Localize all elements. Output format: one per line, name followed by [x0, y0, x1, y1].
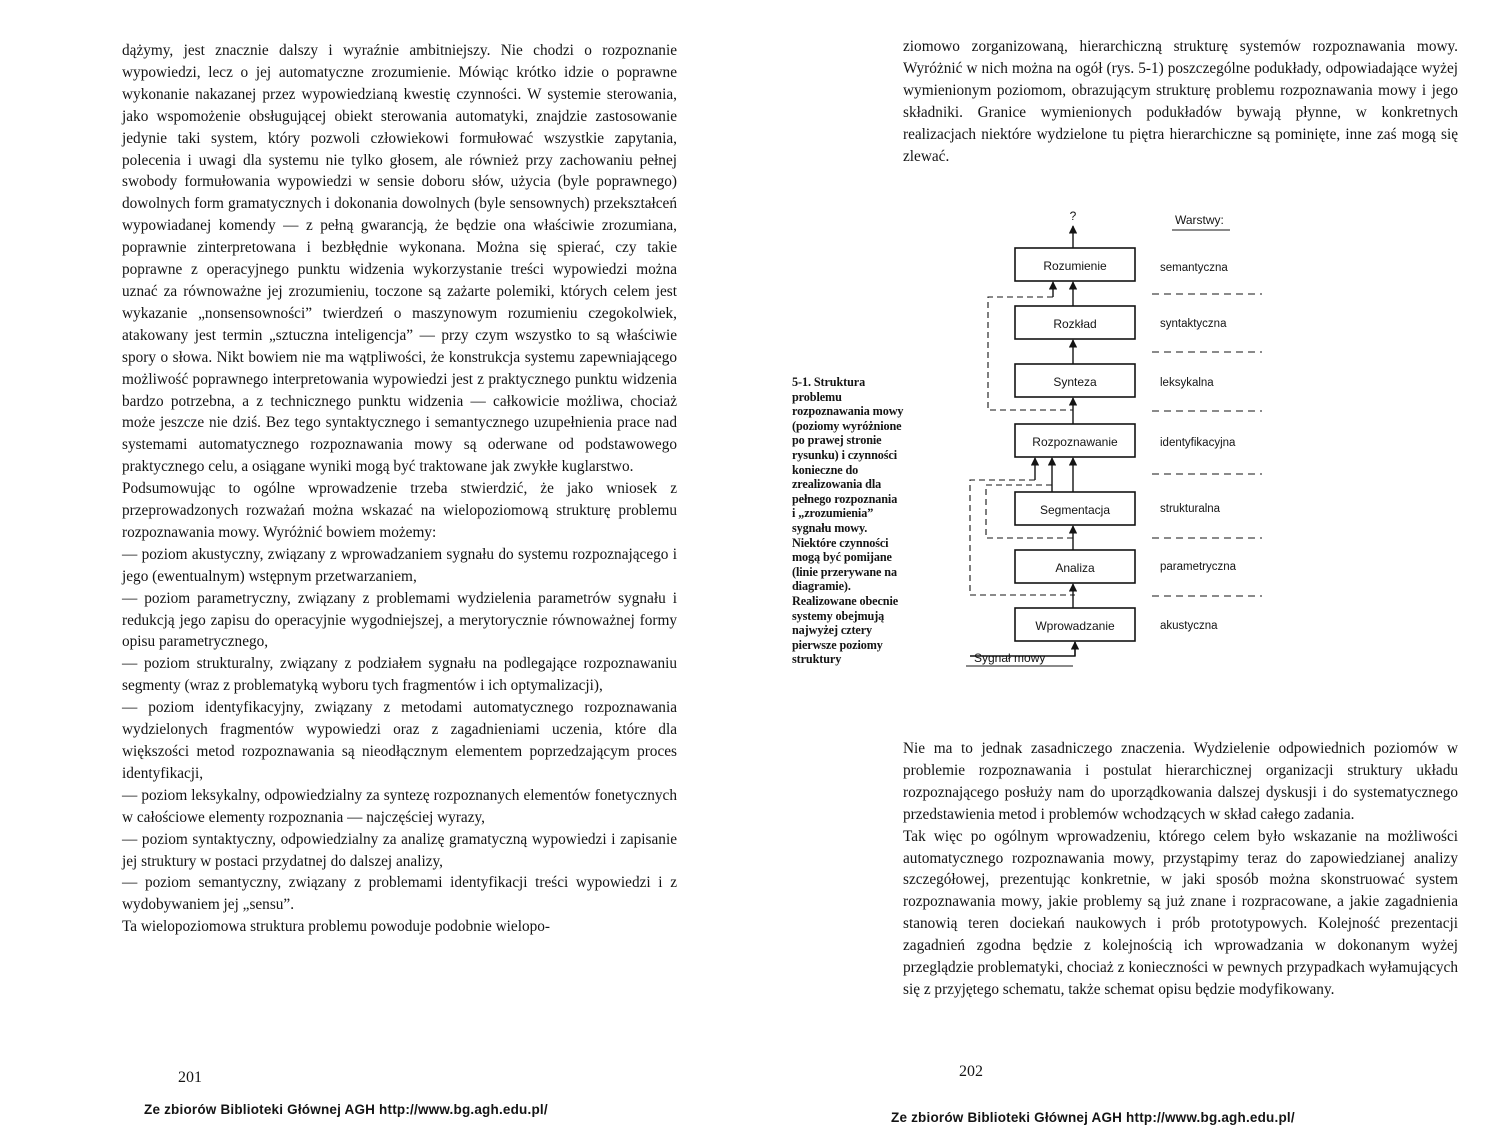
caption-line: najwyżej cztery [792, 623, 873, 638]
box-label: Rozkład [1053, 317, 1097, 331]
flow-arrows [970, 282, 1075, 656]
box-label: Segmentacja [1039, 503, 1111, 517]
paragraph: Podsumowując to ogólne wprowadzenie trzeba stwierdzić, że jako wniosek z przeprowadzonych rozważań można wskazać na wielopoziomową strukturę problemu rozpoznawania mowy. Wyróżnić bowiem możemy: [122, 480, 677, 541]
level-box-analiza [1015, 550, 1135, 583]
library-footer: Ze zbiorów Biblioteki Głównej AGH http://www.bg.agh.edu.pl/ [891, 1110, 1295, 1125]
left-page-body [122, 40, 677, 938]
box-label: Rozumienie [1043, 259, 1107, 273]
caption-line: Niektóre czynności [792, 535, 889, 550]
paragraph: dążymy, jest znacznie dalszy i wyraźnie ambitniejszy. Nie chodzi o rozpoznanie wypowiedzi, lecz o jej automatyczne zrozumienie. Mówiąc krótko idzie o poprawne wykonanie nakazanej przez wypowiedzianą kwestię czynności. W systemie sterowania, jako wspomożenie obsługującej obiekt sterowania automatyki, znajdzie zastosowanie jedynie taki system, który pozwoli człowiekowi formułować wszystkie zapytania, polecenia i uwagi dla systemu nie tylko głosem, ale również przy zachowaniu pełnej swobody formułowania wypowiedzi w sensie doboru słów, użycia (byle poprawnego) dowolnych form gramatycznych i dokonania dowolnych (byle sensownych) przekształceń wypowiadanej komendy — z pełną gwarancją, że będzie ona właściwie zrozumiana, poprawnie zinterpretowana i bezbłędnie wykonana. Można się spierać, czy takie poprawne z operacyjnego punktu widzenia wykorzystanie treści wypowiedzi można uznać za równoważne jej zrozumieniu, toczone są zażarte polemiki, których celem jest wykazanie „nonsensowności” twierdzeń o maszynowym rozumieniu czegokolwiek, atakowany jest termin „sztuczna inteligencja” — przy czym wszystko to są właściwie spory o słowa. Nikt bowiem nie ma wątpliwości, że konstrukcja systemu zapewniającego możliwość poprawnego interpretowania wypowiedzi jest z praktycznego punktu widzenia bardzo potrzebna, a z technicznego punktu widzenia — całkowicie możliwa, chociaż może jeszcze nie dziś. Bez tego syntaktycznego i semantycznego uzupełnienia prace nad systemami automatycznego rozpoznawania mowy są oderwane od podstawowego praktycznego celu, a osiągane wyniki mogą być traktowane jak zwykłe kuglarstwo. [122, 42, 677, 476]
caption-line: rysunku) i czynności [792, 447, 897, 462]
page-number: 201 [178, 1069, 202, 1086]
caption-line: Realizowane obecnie [792, 593, 899, 608]
list-item: — poziom identyfikacyjny, związany z metodami automatycznego rozpoznawania wydzielonych fragmentów wypowiedzi oraz z zagadnieniami uczenia, które dla większości metod rozpoznawania są nieodłącznym elementem poprzedzającym proces identyfikacji, [122, 699, 677, 782]
level-box-rozklad [1015, 306, 1135, 339]
list-item: — poziom strukturalny, związany z podziałem sygnału na podlegające rozpoznawaniu segmenty (wraz z problematyką wyboru tych fragmentów i ich optymalizacji), [122, 655, 677, 695]
input-signal-label: Sygnał mowy [974, 651, 1046, 665]
level-box-segmentacja [1015, 492, 1135, 525]
caption-line: mogą być pomijane [792, 550, 892, 565]
paragraph: Ta wielopoziomowa struktura problemu powoduje podobnie wielopo- [122, 918, 550, 936]
caption-line: sygnału mowy. [792, 520, 868, 535]
level-box-wprowadzanie [1015, 608, 1135, 641]
page-number: 202 [959, 1063, 983, 1080]
box-label: Rozpoznawanie [1032, 435, 1118, 449]
layer-label: identyfikacyjna [1160, 437, 1236, 449]
list-item: — poziom parametryczny, związany z problemami wydzielenia parametrów sygnału i redukcją jego zapisu do operacyjnie wygodniejszej, a merytorycznie równoważnej formy opisu parametrycznego, [122, 589, 677, 651]
right-page-body-bottom [903, 738, 1458, 1001]
box-label: Analiza [1055, 561, 1095, 575]
list-item: — poziom syntaktyczny, odpowiedzialny za analizę gramatyczną wypowiedzi i zapisanie jej struktury w postaci przydatnej do dalszej analizy, [122, 830, 677, 870]
box-label: Synteza [1053, 375, 1097, 389]
library-footer: Ze zbiorów Biblioteki Głównej AGH http://www.bg.agh.edu.pl/ [144, 1102, 548, 1117]
layer-label: parametryczna [1160, 561, 1237, 573]
box-label: Wprowadzanie [1035, 619, 1115, 633]
list-item: — poziom leksykalny, odpowiedzialny za syntezę rozpoznanych elementów fonetycznych w całościowe elementy rozpoznania — najczęściej wyrazy, [122, 786, 677, 826]
caption-line: pierwsze poziomy [792, 637, 883, 652]
layer-label: syntaktyczna [1160, 318, 1227, 330]
right-page-body-top [903, 36, 1458, 167]
layer-label: akustyczna [1160, 620, 1218, 632]
level-box-rozumienie [1015, 248, 1135, 281]
top-question-mark: ? [1069, 209, 1077, 223]
layers-header: Warstwy: [1175, 213, 1224, 227]
list-item: — poziom akustyczny, związany z wprowadzaniem sygnału do systemu rozpoznającego i jego (ewentualnym) wstępnym przetwarzaniem, [122, 545, 677, 585]
caption-line: diagramie). [792, 579, 851, 594]
caption-line: 5-1. Struktura [792, 375, 866, 389]
caption-line: struktury [792, 652, 842, 667]
figure-caption [792, 375, 934, 667]
caption-line: systemy obejmują [792, 608, 885, 623]
level-box-rozpoznawanie [1015, 424, 1135, 457]
layer-label: leksykalna [1160, 377, 1214, 389]
list-item: — poziom semantyczny, związany z problemami identyfikacji treści wypowiedzi i z wydobywaniem jej „sensu”. [122, 874, 677, 914]
caption-line: zrealizowania dla [792, 477, 882, 492]
caption-line: i „zrozumienia” [792, 506, 874, 521]
caption-line: problemu [792, 389, 842, 404]
paragraph: ziomowo zorganizowaną, hierarchiczną strukturę systemów rozpoznawania mowy. Wyróżnić w nich można na ogół (rys. 5-1) poszczególne podukłady, odpowiadające wyżej wymienionym poziomom, obrazującym strukturę problemu rozpoznawania mowy i jego składniki. Granice wymienionych podukładów bywają płynne, w konkretnych realizacjach niektóre wydzielone tu piętra hierarchiczne są pominięte, inne zaś mogą się zlewać. [903, 38, 1458, 165]
structure-diagram [940, 200, 1270, 680]
caption-line: (linie przerywane na [792, 564, 897, 579]
caption-line: po prawej stronie [792, 433, 882, 448]
paragraph: Tak więc po ogólnym wprowadzeniu, którego celem było wskazanie na możliwości automatycznego rozpoznawania mowy, przystąpimy teraz do zapowiedzianej analizy szczegółowej, prezentując konkretnie, w jaki sposób można skonstruować system rozpoznawania mowy, jakie problemy są już znane i rozpracowane, a jakie zagadnienia stanowią teren dociekań naukowych i prób prototypowych. Kolejność prezentacji zagadnień zgodna będzie z kolejnością ich wprowadzania w dokonanym wyżej przeglądzie problematyki, chociaż z konieczności w pewnych przypadkach wyłamujących się z przyjętego schematu, także schemat opisu będzie modyfikowany. [903, 827, 1458, 998]
caption-line: konieczne do [792, 462, 859, 477]
caption-line: rozpoznawania mowy [792, 404, 904, 419]
level-box-synteza [1015, 364, 1135, 397]
caption-line: (poziomy wyróżnione [792, 418, 902, 433]
paragraph: Nie ma to jednak zasadniczego znaczenia. Wydzielenie odpowiednich poziomów w problemie rozpoznawania i postulat hierarchicznej organizacji struktury układu rozpoznającego posłuży nam do uporządkowania dalszej dyskusji i do systematycznego przedstawienia metod i problemów wchodzących w skład całego zadania. [903, 740, 1458, 823]
right-page [750, 0, 1500, 1130]
layer-label: semantyczna [1160, 262, 1228, 274]
layer-label: strukturalna [1160, 503, 1221, 515]
caption-line: pełnego rozpoznania [792, 491, 898, 506]
